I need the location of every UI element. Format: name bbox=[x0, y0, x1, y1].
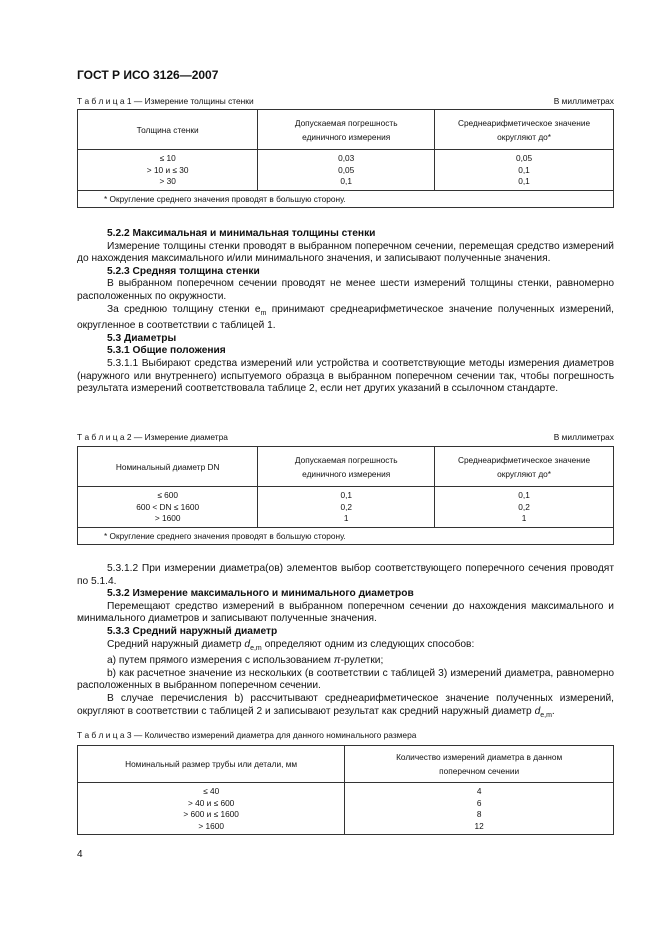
table1-data-row bbox=[78, 150, 614, 191]
table3-caption: Т а б л и ц а 3 — Количество измерений диаметра для данного номинального размера bbox=[77, 730, 417, 740]
table2-footnote: * Округление среднего значения проводят в большую сторону. bbox=[78, 527, 614, 544]
table3-header-cell: Номинальный размер трубы или детали, мм bbox=[78, 746, 345, 783]
table3-header-row bbox=[78, 746, 614, 783]
table3-caption-row bbox=[77, 730, 614, 740]
paragraph-5-3-3-final: В случае перечисления b) рассчитывают среднеарифметическое значение полученных измерений, округляют в соответствии с таблицей 2 и записывают результат как средний наружный диаметр $d_{e,m}$. bbox=[77, 692, 614, 719]
table2-col1-cell: ≤ 600 600 < DN ≤ 1600 > 1600 bbox=[78, 487, 258, 528]
table3-col2-cell: 4 6 8 12 bbox=[345, 783, 614, 835]
table2-footnote-row bbox=[78, 527, 614, 544]
list-item-b: b) как расчетное значение из нескольких (в соответствии с таблицей 3) измерений диаметра, равномерно расположенных в выбранном поперечном сечении. bbox=[77, 667, 614, 692]
heading-5-2-2: 5.2.2 Максимальная и минимальная толщины стенки bbox=[107, 228, 376, 239]
table3-col1-cell: ≤ 40 > 40 и ≤ 600 > 600 и ≤ 1600 > 1600 bbox=[78, 783, 345, 835]
table2-col2-cell: 0,1 0,2 1 bbox=[258, 487, 435, 528]
text-block-2 bbox=[77, 563, 614, 722]
table1-col1-cell: ≤ 10 > 10 и ≤ 30 > 30 bbox=[78, 150, 258, 191]
table3-data-row bbox=[78, 783, 614, 835]
text-block-1 bbox=[77, 228, 614, 396]
table1 bbox=[77, 109, 614, 208]
table2-col3-cell: 0,1 0,2 1 bbox=[435, 487, 614, 528]
list-item-a: a) путем прямого измерения с использованием π-рулетки; bbox=[107, 655, 384, 667]
table2-caption: Т а б л и ц а 2 — Измерение диаметра bbox=[77, 432, 228, 442]
paragraph-5-2-2: Измерение толщины стенки проводят в выбранном поперечном сечении, перемещая средство измерений до нахождения максимального и/или минимального значения, и записывают полученные значения. bbox=[77, 240, 614, 265]
table2-data-row bbox=[78, 487, 614, 528]
table3 bbox=[77, 745, 614, 835]
table1-col2-cell: 0,03 0,05 0,1 bbox=[258, 150, 435, 191]
table1-header-cell: Среднеарифметическое значение округляют до* bbox=[435, 110, 614, 150]
heading-5-3: 5.3 Диаметры bbox=[107, 332, 177, 344]
table1-header-row bbox=[78, 110, 614, 150]
table1-caption: Т а б л и ц а 1 — Измерение толщины стенки bbox=[77, 96, 254, 106]
heading-5-2-3: 5.2.3 Средняя толщина стенки bbox=[107, 265, 260, 277]
paragraph-5-2-3-a: В выбранном поперечном сечении проводят не менее шести измерений толщины стенки, равномерно расположенных по окружности. bbox=[77, 278, 614, 302]
table3-header-cell: Количество измерений диаметра в данном поперечном сечении bbox=[345, 746, 614, 783]
table1-header-cell: Допускаемая погрешность единичного измерения bbox=[258, 110, 435, 150]
table1-footnote: * Округление среднего значения проводят в большую сторону. bbox=[78, 190, 614, 207]
paragraph-5-2-3-b: За среднюю толщину стенки $e_m$ принимают среднеарифметическое значение полученных измерений, округленное в соответствии с таблицей 1. bbox=[77, 303, 614, 332]
table2-caption-row bbox=[77, 432, 614, 442]
paragraph-5-3-2: Перемещают средство измерений в выбранном поперечном сечении до нахождения максимального и минимального диаметров и записывают полученные значения. bbox=[77, 600, 614, 625]
heading-5-3-1: 5.3.1 Общие положения bbox=[107, 345, 226, 357]
table2-unit: В миллиметрах bbox=[553, 432, 614, 442]
table1-unit: В миллиметрах bbox=[553, 96, 614, 106]
table1-col3-cell: 0,05 0,1 0,1 bbox=[435, 150, 614, 191]
heading-5-3-3: 5.3.3 Средний наружный диаметр bbox=[107, 625, 278, 637]
table2-header-cell: Среднеарифметическое значение округляют до* bbox=[435, 447, 614, 487]
table1-footnote-row bbox=[78, 190, 614, 207]
document-header: ГОСТ Р ИСО 3126—2007 bbox=[77, 68, 219, 82]
paragraph-5-3-1-1: 5.3.1.1 Выбирают средства измерений или устройства и соответствующие методы измерения диаметров (наружного или внутреннего) испытуемого образца в выбранном поперечном сечении так, чтобы погрешность результата измерений соответствовала таблице 2, если нет других указаний в ссылочном стандарте. bbox=[77, 357, 614, 395]
table2 bbox=[77, 446, 614, 545]
table1-header-cell: Толщина стенки bbox=[78, 110, 258, 150]
page-number: 4 bbox=[77, 849, 83, 860]
table2-header-row bbox=[78, 447, 614, 487]
table2-header-cell: Номинальный диаметр DN bbox=[78, 447, 258, 487]
table1-caption-row bbox=[77, 96, 614, 106]
table2-header-cell: Допускаемая погрешность единичного измерения bbox=[258, 447, 435, 487]
heading-5-3-2: 5.3.2 Измерение максимального и минимального диаметров bbox=[107, 588, 414, 600]
paragraph-5-3-1-2: 5.3.1.2 При измерении диаметра(ов) элементов выбор соответствующего поперечного сечения проводят по 5.1.4. bbox=[77, 563, 614, 587]
paragraph-5-3-3-intro: Средний наружный диаметр $d_{e,m}$ определяют одним из следующих способов: bbox=[107, 638, 475, 652]
